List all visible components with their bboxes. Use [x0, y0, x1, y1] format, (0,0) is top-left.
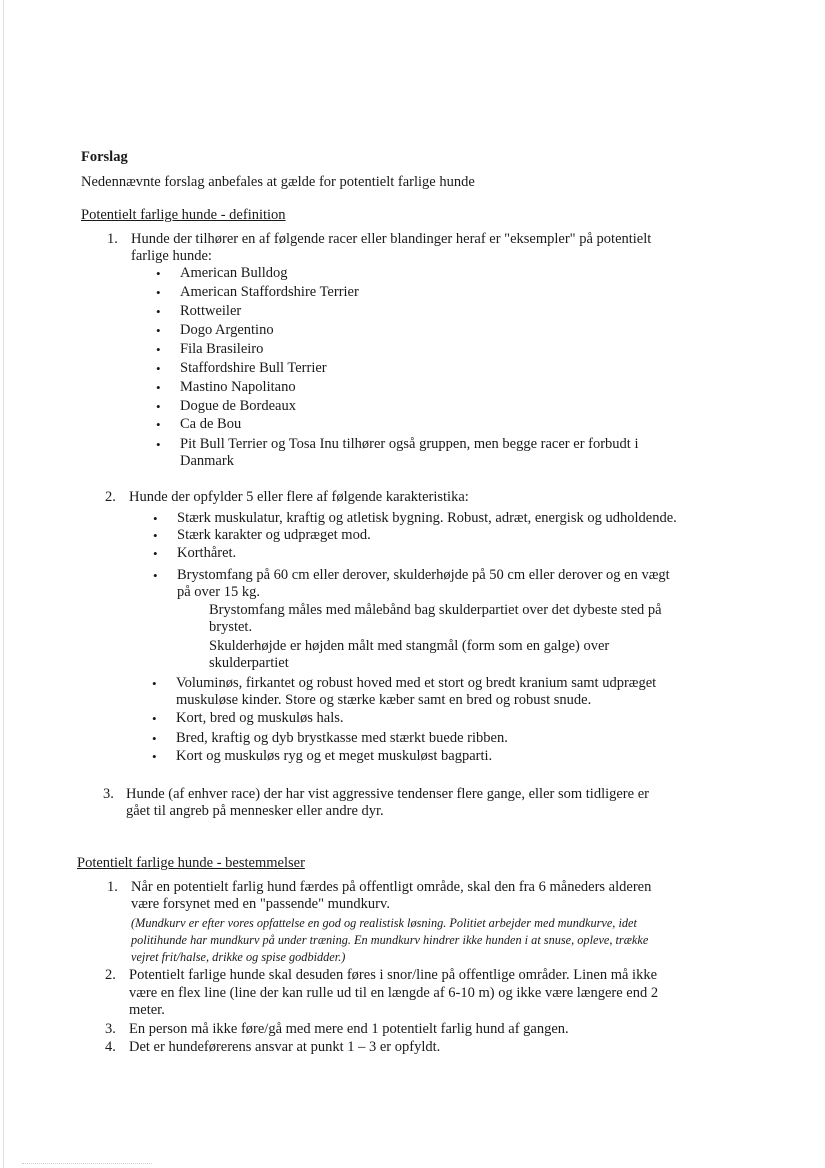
section1-title: Potentielt farlige hunde - definition — [81, 207, 286, 223]
trait-list-item: Stærk karakter og udpræget mod. — [177, 527, 371, 543]
trait-list-item: Bred, kraftig og dyb brystkasse med stærkt buede ribben. — [176, 730, 508, 746]
breed-list-item: American Staffordshire Terrier — [180, 284, 359, 300]
scan-edge-line — [3, 0, 4, 1168]
s2-item1-line2: være forsynet med en "passende" mundkurv. — [131, 896, 390, 912]
s1-item1-line2: farlige hunde: — [131, 248, 212, 264]
s2-item2-line1: Potentielt farlige hunde skal desuden føres i snor/line på offentlige områder. Linen må ikke — [129, 967, 658, 983]
s2-item2-line3: meter. — [129, 1002, 165, 1018]
trait-list-item-cont: muskuløse kinder. Store og stærke kæber samt en bred og robust snude. — [176, 692, 592, 708]
bullet-icon: • — [156, 342, 161, 357]
s2-item1-line1: Når en potentielt farlig hund færdes på offentligt område, skal den fra 6 måneders alderen — [131, 879, 652, 895]
s1-item2-number: 2. — [105, 489, 116, 505]
breed-list-item: Rottweiler — [180, 303, 242, 319]
s2-item1-note: politihunde har mundkurv på under træning. En mundkurv hindrer ikke hunden i at snuse, opleve, trække — [131, 933, 649, 947]
bullet-icon: • — [152, 731, 157, 746]
bullet-icon: • — [156, 304, 161, 319]
s2-item4-line1: Det er hundeførerens ansvar at punkt 1 – 3 er opfyldt. — [129, 1039, 441, 1055]
bullet-icon: • — [156, 380, 161, 395]
bullet-icon: • — [153, 511, 158, 526]
scan-footer-dots — [22, 1163, 152, 1164]
trait-list-item: Kort og muskuløs ryg og et meget muskuløst bagparti. — [176, 748, 493, 764]
bullet-icon: • — [153, 568, 158, 583]
breed-list-item: Ca de Bou — [180, 416, 242, 432]
trait-list-item: Brystomfang på 60 cm eller derover, skulderhøjde på 50 cm eller derover og en vægt — [177, 567, 670, 583]
s2-item1-number: 1. — [107, 879, 118, 895]
s2-item2-line2: være en flex line (line der kan rulle ud til en længde af 6-10 m) og ikke være længere end 2 — [129, 985, 659, 1001]
bullet-icon: • — [153, 528, 158, 543]
trait-subnote: Skulderhøjde er højden målt med stangmål (form som en galge) over — [209, 638, 610, 654]
breed-list-item: Fila Brasileiro — [180, 341, 264, 357]
breed-list-item: Pit Bull Terrier og Tosa Inu tilhører også gruppen, men begge racer er forbudt i — [180, 436, 639, 452]
breed-list-item: Dogo Argentino — [180, 322, 274, 338]
s2-item3-number: 3. — [105, 1021, 116, 1037]
trait-list-item: Stærk muskulatur, kraftig og atletisk bygning. Robust, adræt, energisk og udholdende. — [177, 510, 677, 526]
bullet-icon: • — [156, 437, 161, 452]
trait-subnote-cont: skulderpartiet — [209, 655, 289, 671]
section2-title: Potentielt farlige hunde - bestemmelser — [77, 855, 305, 871]
s1-item3-line2: gået til angreb på mennesker eller andre dyr. — [126, 803, 384, 819]
trait-list-item: Voluminøs, firkantet og robust hoved med et stort og bredt kranium samt udpræget — [176, 675, 657, 691]
trait-subnote: Brystomfang måles med målebånd bag skulderpartiet over det dybeste sted på — [209, 602, 662, 618]
bullet-icon: • — [156, 285, 161, 300]
s2-item2-number: 2. — [105, 967, 116, 983]
breed-list-item-cont: Danmark — [180, 453, 234, 469]
s1-item3-number: 3. — [103, 786, 114, 802]
bullet-icon: • — [152, 749, 157, 764]
s1-item1-line1: Hunde der tilhører en af følgende racer eller blandinger heraf er "eksempler" på potentielt — [131, 231, 652, 247]
bullet-icon: • — [156, 417, 161, 432]
s1-item1-number: 1. — [107, 231, 118, 247]
s2-item3-line1: En person må ikke føre/gå med mere end 1 potentielt farlig hund af gangen. — [129, 1021, 569, 1037]
s2-item1-note: (Mundkurv er efter vores opfattelse en god og realistisk løsning. Politiet arbejder med mundkurve, idet — [131, 916, 637, 930]
breed-list-item: American Bulldog — [180, 265, 288, 281]
s2-item1-note: vejret frit/halse, drikke og spise godbidder.) — [131, 950, 346, 964]
breed-list-item: Dogue de Bordeaux — [180, 398, 296, 414]
breed-list-item: Mastino Napolitano — [180, 379, 296, 395]
bullet-icon: • — [156, 361, 161, 376]
trait-subnote-cont: brystet. — [209, 619, 253, 635]
trait-list-item: Korthåret. — [177, 545, 237, 561]
bullet-icon: • — [152, 711, 157, 726]
bullet-icon: • — [156, 399, 161, 414]
heading: Forslag — [81, 149, 128, 165]
bullet-icon: • — [153, 546, 158, 561]
intro-text: Nedennævnte forslag anbefales at gælde for potentielt farlige hunde — [81, 174, 475, 190]
trait-list-item: Kort, bred og muskuløs hals. — [176, 710, 344, 726]
s1-item3-line1: Hunde (af enhver race) der har vist aggressive tendenser flere gange, eller som tidligere er — [126, 786, 649, 802]
s2-item4-number: 4. — [105, 1039, 116, 1055]
s1-item2-line1: Hunde der opfylder 5 eller flere af følgende karakteristika: — [129, 489, 469, 505]
bullet-icon: • — [156, 266, 161, 281]
breed-list-item: Staffordshire Bull Terrier — [180, 360, 327, 376]
bullet-icon: • — [152, 676, 157, 691]
bullet-icon: • — [156, 323, 161, 338]
trait-list-item-cont: på over 15 kg. — [177, 584, 260, 600]
